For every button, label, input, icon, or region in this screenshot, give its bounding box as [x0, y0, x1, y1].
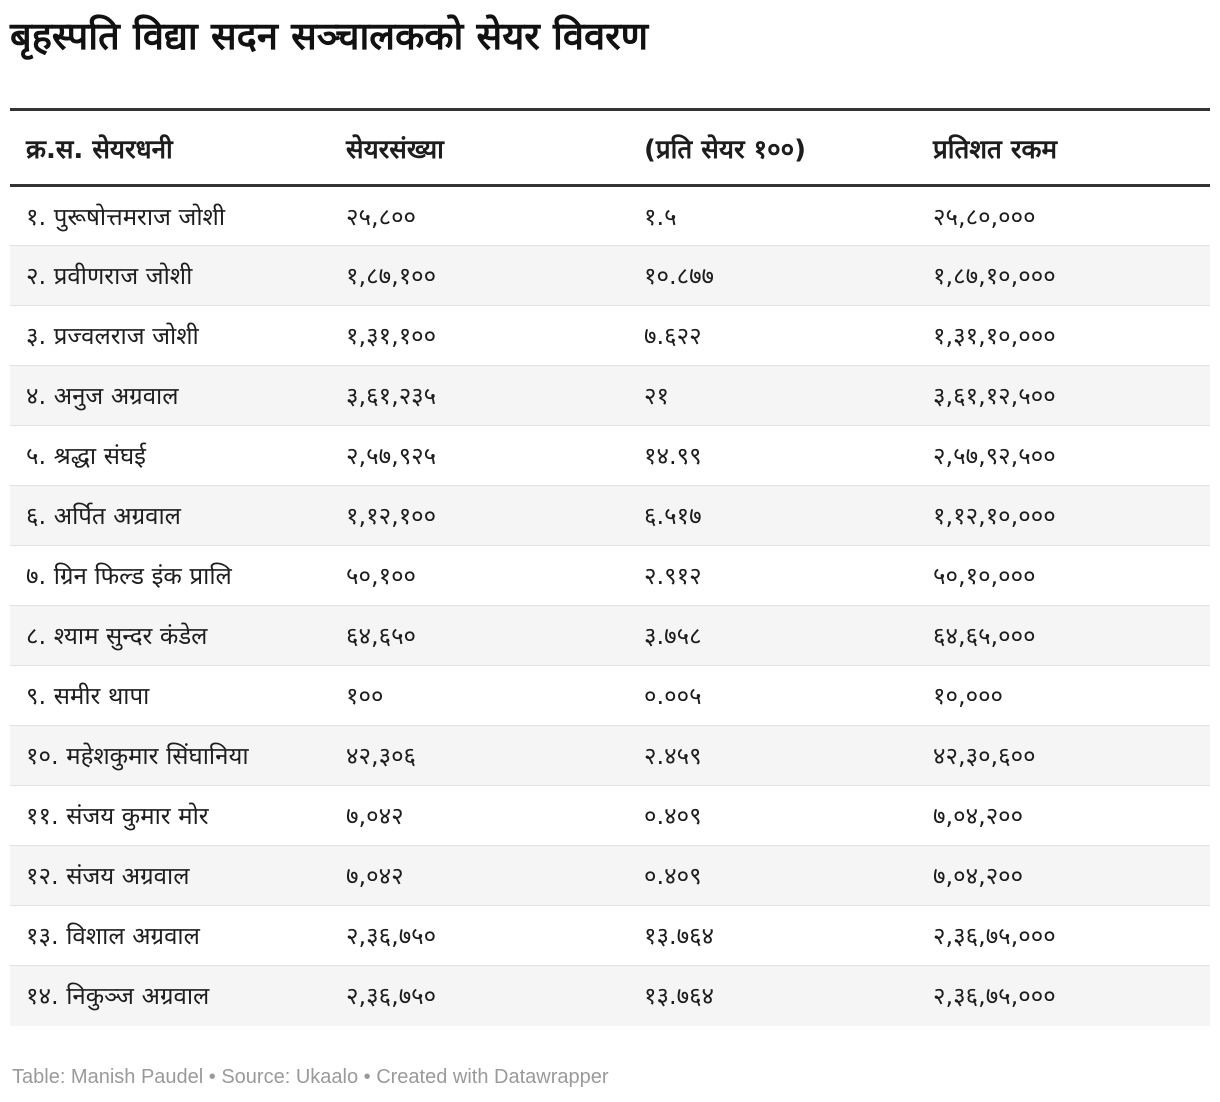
table-row — [10, 786, 1210, 846]
cell-percent-amount: ६४,६५,००० — [933, 622, 1036, 650]
cell-per-share: ३.७५८ — [644, 622, 702, 650]
chart-footer-credit: Table: Manish Paudel • Source: Ukaalo • Created with Datawrapper — [12, 1066, 609, 1088]
cell-share-count: २,३६,७५० — [346, 922, 437, 950]
chart-title: बृहस्पति विद्या सदन सञ्चालकको सेयर विवरण — [10, 14, 649, 58]
table-row — [10, 846, 1210, 906]
cell-share-count: १०० — [346, 682, 384, 710]
cell-shareholder: ११. संजय कुमार मोर — [26, 802, 209, 830]
cell-shareholder: २. प्रवीणराज जोशी — [26, 262, 193, 290]
table-header-row — [10, 110, 1210, 186]
cell-per-share: २१ — [644, 382, 669, 410]
cell-percent-amount: ७,०४,२०० — [933, 862, 1024, 890]
cell-shareholder: १०. महेशकुमार सिंघानिया — [26, 742, 249, 770]
cell-per-share: ७.६२२ — [644, 322, 702, 350]
table-row — [10, 366, 1210, 426]
cell-shareholder: १४. निकुञ्ज अग्रवाल — [26, 982, 210, 1011]
table-body — [10, 186, 1210, 1026]
cell-per-share: १३.७६४ — [644, 922, 715, 950]
cell-share-count: ४२,३०६ — [346, 742, 417, 770]
cell-shareholder: ६. अर्पित अग्रवाल — [26, 502, 181, 530]
cell-per-share: १.५ — [644, 202, 677, 231]
cell-per-share: १०.८७७ — [644, 262, 715, 290]
table-row — [10, 906, 1210, 966]
cell-share-count: २,३६,७५० — [346, 982, 437, 1011]
cell-shareholder: ८. श्याम सुन्दर कंडेल — [26, 622, 208, 650]
table-row — [10, 606, 1210, 666]
cell-share-count: २५,८०० — [346, 202, 417, 231]
cell-share-count: १,१२,१०० — [346, 502, 437, 530]
column-header-share-count[interactable]: सेयरसंख्या — [346, 134, 444, 165]
cell-percent-amount: १,३१,१०,००० — [933, 322, 1056, 350]
cell-share-count: ७,०४२ — [346, 862, 404, 890]
table-row — [10, 246, 1210, 306]
cell-percent-amount: ४२,३०,६०० — [933, 742, 1036, 770]
table-row — [10, 426, 1210, 486]
table-row — [10, 186, 1210, 246]
cell-share-count: ७,०४२ — [346, 802, 404, 830]
cell-share-count: ६४,६५० — [346, 622, 417, 650]
cell-shareholder: ९. समीर थापा — [26, 682, 150, 710]
cell-shareholder: १२. संजय अग्रवाल — [26, 862, 190, 890]
cell-per-share: ०.४०९ — [644, 802, 702, 830]
cell-share-count: १,३१,१०० — [346, 322, 437, 350]
cell-percent-amount: २,३६,७५,००० — [933, 922, 1056, 950]
cell-per-share: ०.४०९ — [644, 862, 702, 890]
cell-shareholder: ५. श्रद्धा संघई — [26, 442, 146, 470]
cell-share-count: १,८७,१०० — [346, 262, 437, 290]
table-row — [10, 306, 1210, 366]
cell-percent-amount: २,३६,७५,००० — [933, 982, 1056, 1011]
cell-per-share: २.४५९ — [644, 742, 702, 770]
cell-per-share: ०.००५ — [644, 682, 702, 710]
column-header-shareholder[interactable]: क्र.स. सेयरधनी — [26, 134, 173, 165]
cell-shareholder: १. पुरूषोत्तमराज जोशी — [26, 202, 226, 231]
cell-shareholder: ४. अनुज अग्रवाल — [26, 382, 179, 410]
table-row — [10, 546, 1210, 606]
cell-shareholder: ३. प्रज्वलराज जोशी — [26, 322, 199, 350]
table-row — [10, 486, 1210, 546]
column-header-per-share[interactable]: (प्रति सेयर १००) — [644, 134, 807, 165]
cell-per-share: १३.७६४ — [644, 982, 715, 1011]
cell-percent-amount: ७,०४,२०० — [933, 802, 1024, 830]
cell-share-count: ५०,१०० — [346, 562, 417, 590]
cell-percent-amount: २,५७,९२,५०० — [933, 442, 1056, 470]
cell-shareholder: १३. विशाल अग्रवाल — [26, 922, 200, 950]
table-row — [10, 726, 1210, 786]
cell-percent-amount: १०,००० — [933, 682, 1004, 710]
share-table — [10, 108, 1210, 1026]
cell-share-count: ३,६१,२३५ — [346, 382, 437, 410]
cell-shareholder: ७. ग्रिन फिल्ड इंक प्रालि — [26, 562, 232, 590]
cell-per-share: २.९१२ — [644, 562, 702, 590]
table-row — [10, 966, 1210, 1026]
share-table-container — [10, 108, 1210, 1026]
column-header-percent-amount[interactable]: प्रतिशत रकम — [933, 134, 1058, 165]
cell-percent-amount: २५,८०,००० — [933, 202, 1036, 231]
cell-percent-amount: १,१२,१०,००० — [933, 502, 1056, 530]
cell-share-count: २,५७,९२५ — [346, 442, 437, 470]
cell-percent-amount: १,८७,१०,००० — [933, 262, 1056, 290]
cell-percent-amount: ५०,१०,००० — [933, 562, 1036, 590]
cell-per-share: १४.९९ — [644, 442, 702, 470]
cell-per-share: ६.५१७ — [644, 502, 702, 530]
table-row — [10, 666, 1210, 726]
cell-percent-amount: ३,६१,१२,५०० — [933, 382, 1056, 410]
